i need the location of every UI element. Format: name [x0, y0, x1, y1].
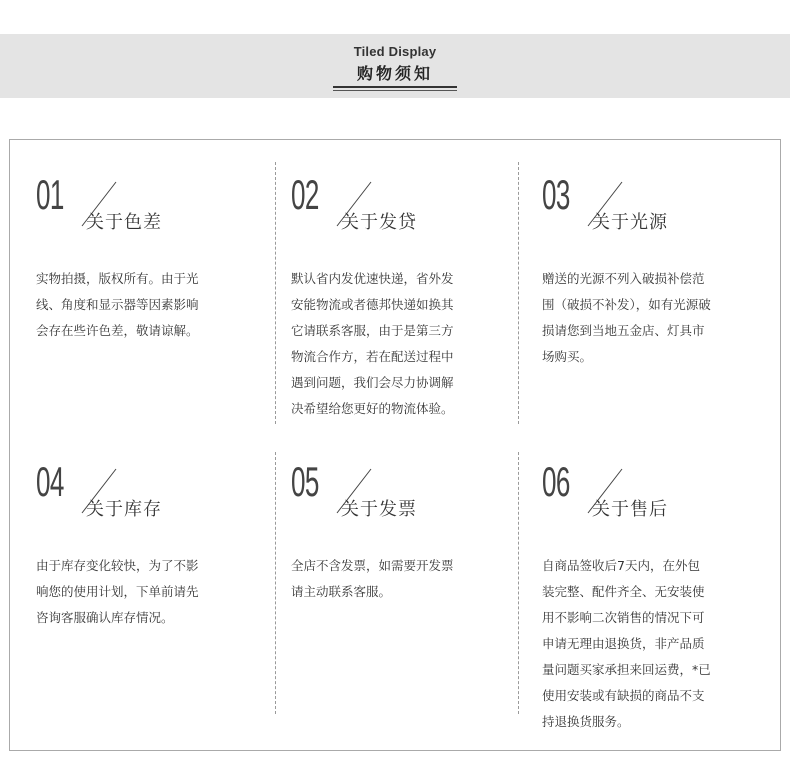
section-number: 02	[291, 171, 319, 218]
section-title: 关于发贷	[341, 212, 417, 233]
section-number: 06	[542, 458, 570, 505]
section-text: 赠送的光源不列入破损补偿范 围（破损不补发），如有光源破 损请您到当地五金店、灯具市 场购买。	[542, 271, 711, 364]
section-text: 实物拍摄，版权所有。由于光 线、角度和显示器等因素影响 会存在些许色差，敬请谅解。	[36, 271, 199, 338]
section-number: 03	[542, 171, 570, 218]
header-underline-thin	[333, 90, 457, 91]
section-title: 关于库存	[86, 499, 162, 520]
section-text: 自商品签收后7天内，在外包 装完整、配件齐全、无安装使 用不影响二次销售的情况下可 申请无理由退换货，非产品质 量问题买家承担来回运费，*已 使用安装或有缺损的商品不支 持退换货服务。	[542, 558, 711, 729]
header-title-cn: 购物须知	[356, 64, 433, 83]
header-title-en: Tiled Display	[353, 44, 437, 59]
page-header	[0, 34, 790, 98]
section-title: 关于色差	[86, 212, 162, 233]
section-title: 关于售后	[592, 499, 668, 520]
section-text: 由于库存变化较快，为了不影 响您的使用计划，下单前请先 咨询客服确认库存情况。	[36, 558, 199, 625]
divider-bottom-1	[275, 452, 276, 714]
divider-top-2	[518, 162, 519, 424]
section-number: 05	[291, 458, 319, 505]
notice-panel	[9, 139, 781, 751]
divider-top-1	[275, 162, 276, 424]
section-number: 01	[36, 171, 64, 218]
section-text: 全店不含发票，如需要开发票 请主动联系客服。	[291, 558, 454, 599]
section-number: 04	[36, 458, 64, 505]
section-text: 默认省内发优速快递，省外发 安能物流或者德邦快递如换其 它请联系客服，由于是第三方 物流合作方，若在配送过程中 遇到问题，我们会尽力协调解 决希望给您更好的物流体验。	[291, 271, 454, 416]
section-title: 关于光源	[592, 212, 668, 233]
divider-bottom-2	[518, 452, 519, 714]
header-underline	[333, 86, 457, 88]
section-title: 关于发票	[341, 499, 417, 520]
